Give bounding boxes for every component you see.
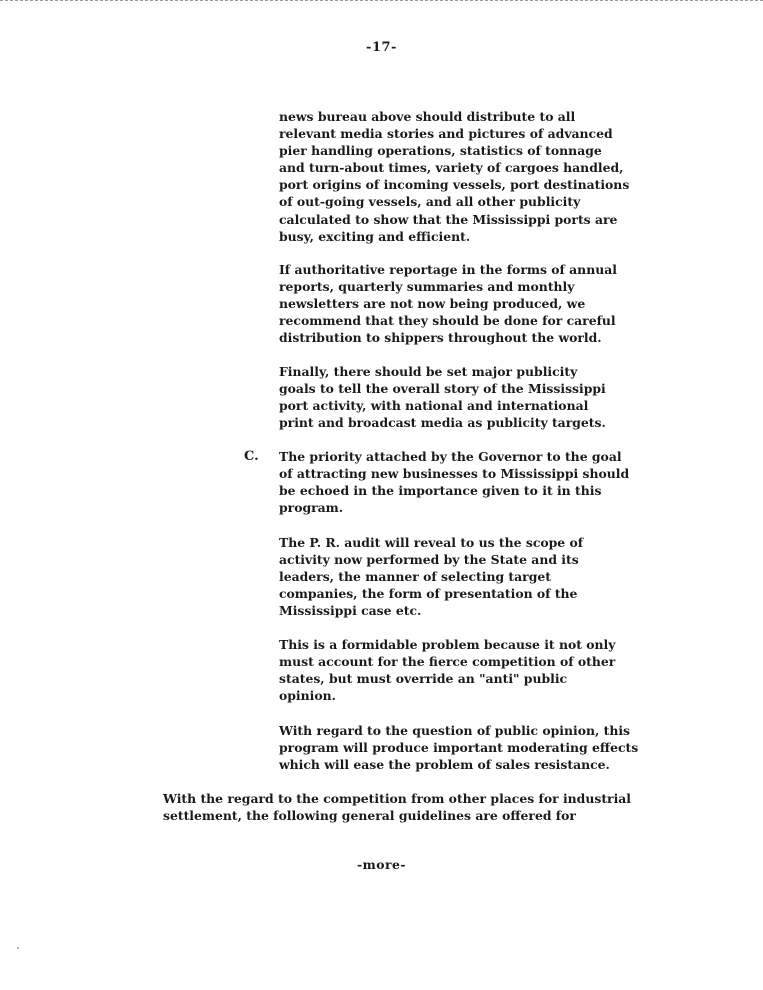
paragraph-news-bureau <box>279 108 629 245</box>
text-line: companies, the form of presentation of the <box>279 586 578 602</box>
text-line: calculated to show that the Mississippi ports are <box>279 211 618 227</box>
page-number: -17- <box>366 40 397 55</box>
text-line: reports, quarterly summaries and monthly <box>279 279 575 295</box>
text-line: pier handling operations, statistics of tonnage <box>279 143 602 159</box>
section-marker-c: C. <box>244 449 259 464</box>
paragraph-public-opinion <box>279 722 638 773</box>
scan-speck <box>17 947 19 949</box>
paragraph-publicity-goals <box>279 363 606 431</box>
text-line: The priority attached by the Governor to the goal <box>279 449 622 464</box>
text-line: be echoed in the importance given to it in this <box>279 483 602 499</box>
text-line: program will produce important moderating effects <box>279 740 639 756</box>
text-line: must account for the fierce competition of other <box>279 654 616 670</box>
text-line: goals to tell the overall story of the Mississippi <box>279 381 606 397</box>
text-line: which will ease the problem of sales resistance. <box>279 757 610 773</box>
text-line: and turn-about times, variety of cargoes handled, <box>279 160 624 176</box>
text-line: recommend that they should be done for careful <box>279 313 616 329</box>
paragraph-formidable-problem <box>279 636 615 704</box>
text-line: activity now performed by the State and its <box>279 552 579 568</box>
continuation-marker: -more- <box>356 857 407 872</box>
text-line: Mississippi case etc. <box>279 603 422 619</box>
text-line: The P. R. audit will reveal to us the scope of <box>279 535 584 550</box>
text-line: relevant media stories and pictures of advanced <box>279 126 613 142</box>
text-line: port origins of incoming vessels, port destinations <box>279 177 630 193</box>
paragraph-pr-audit <box>279 534 583 619</box>
text-line: of out-going vessels, and all other publicity <box>279 194 581 210</box>
text-line: program. <box>279 500 344 516</box>
text-line: news bureau above should distribute to all <box>279 109 576 124</box>
text-line: This is a formidable problem because it not only <box>279 637 616 652</box>
text-line: Finally, there should be set major publicity <box>279 364 578 379</box>
page-top-border <box>0 0 763 1</box>
text-line: With regard to the question of public opinion, this <box>279 723 631 738</box>
text-line: settlement, the following general guidelines are offered for <box>163 808 576 824</box>
text-line: newsletters are not now being produced, we <box>279 296 586 312</box>
text-line: distribution to shippers throughout the world. <box>279 330 602 346</box>
paragraph-competition <box>163 790 631 824</box>
paragraph-priority <box>279 448 629 516</box>
text-line: opinion. <box>279 688 336 704</box>
text-line: print and broadcast media as publicity targets. <box>279 415 606 431</box>
text-line: busy, exciting and efficient. <box>279 228 471 244</box>
text-line: of attracting new businesses to Mississippi should <box>279 466 630 482</box>
text-line: If authoritative reportage in the forms of annual <box>279 262 617 277</box>
text-line: port activity, with national and international <box>279 398 589 414</box>
text-line: With the regard to the competition from other places for industrial <box>163 791 632 806</box>
paragraph-reportage <box>279 261 617 346</box>
text-line: states, but must override an "anti" public <box>279 671 568 687</box>
text-line: leaders, the manner of selecting target <box>279 569 551 585</box>
